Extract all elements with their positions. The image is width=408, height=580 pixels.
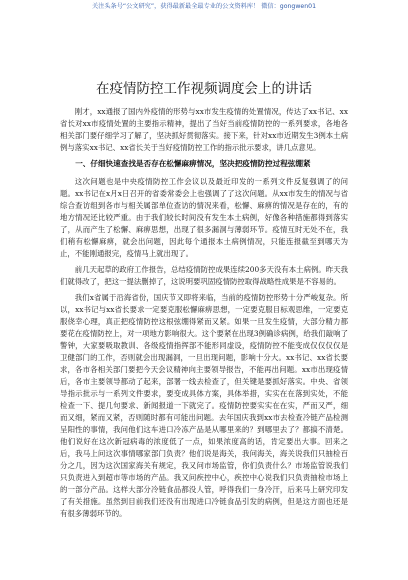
header-banner: 关注头条号“公文研究”，获得最新最全最专业的公文资料库！ 微信：gongwen01	[91, 3, 317, 10]
intro-paragraph: 刚才，xx通报了国内外疫情的形势与xx市发生疫情的处置情况，传达了xx书记、xx省长对xx市疫情处置的主要指示精神，提出了当好当前疫情防控的一系列要求，各地各相关部门要仔细学习了解了，坚决抓好贯彻落实。接下来，针对xx市近期发生3例本土病例与落实xx书记、xx省长关于当好疫情防控工作的指示批示要求，讲几点意见。	[60, 107, 348, 152]
section-heading: 一、仔细快速查找是否存在松懈麻痹情况，坚决把疫情防控过程弦绷紧	[75, 159, 311, 168]
body-paragraph: 我们x省属于沿海省份，国庆节又即将来临，当前的疫情防控形势十分严峻复杂。所以，xx书记与xx省长要求一定要克服松懈麻痹思想，一定要克服目标观思维，一定要克服侥幸心理，真正把疫情防控这根弦绷得紧而又紧。如果一旦发生疫情，大部分精力都要花在疫情防控上，对一项地方影响很大。这个要紧在出现3例确诊病例，给我们敲响了警钟，大家要吸取教训、各级疫情指挥部不能形同虚设，疫情防控不能变成仅仅仅仅是卫健部门的工作，否则就会出现漏洞，一旦出现问题，影响十分大。xx书记、xx省长要求，各市各相关部门要把今天会议精神向主要领导报告，不能再出问题。xx市出现疫情后，各市主要领导都动了起来，部署一线去检查了，但关键是要抓好落实。中央、省领导指示批示与一系列文件要求，要变成具体方案，具体举措，实实在在落到实处，不能检查一下、提几句要求、新闻报道一下就完了。疫情防控要实实在在实，严而又严，细而又细，紧而又紧，否则随时都有可能出问题。去年国庆我到xx市去检查冷链产品检测呈阳性的事情，我问他们这车进口冷冻产品是从哪里来的？到哪里去了？都搞不清楚。他们说好在这次新冠病毒的浓度低了一点，如果浓度高的话，肯定要出大事。回来之后，我马上问这次事情哪家部门负责？他们说是海关，我问海关，海关说我们只抽检百分之几，因为这次国家海关有规定，我又问市场监管，你们负责什么？市场监管说我们只负责进入到超市等市场的产品。我又问疾控中心，疾控中心说我们只负责抽检市场上的一部分产品。这样大部分冷链食品都没人管，呼得我们一身冷汗，后来马上研究印发了有关措施。虽然到目前我们还没有出现进口冷链食品引发的病例，但是这方面也还是有很多薄弱环节的。	[60, 293, 348, 518]
page-title: 在疫情防控工作视频调度会上的讲话	[96, 81, 312, 98]
body-paragraph: 前几天起草的政府工作报告，总结疫情防控成果连续200多天没有本土病例。昨天我们就得改了，把这一提法删掉了，这说明要巩固疫情防控取得战略性成果是不容易的。	[60, 265, 348, 286]
article-body	[60, 106, 348, 524]
body-paragraph: 这次问题也是中央疫情防控工作会议以及最近印发的一系列文件反复强调了的问题。xx书记在x月x日召开的省委常委会上也强调了了这次问题。从xx市发生的情况与省综合查访组到各市与相关属部单位查访的情况来看，松懈、麻痹的情况是存在的，有的地方情况还比较严重。由于我们较长时间没有发生本土病例，好像各种措施都得到落实了，从而产生了松懈、麻痹思想，出现了很多漏洞与薄弱环节。疫情互时无处不在，我们稍有松懈麻痹，就会出问题，因此每个通报本土病例情况，只能连报截至到哪天为止，不能刚通报完，疫情马上就出现了。	[60, 177, 348, 258]
